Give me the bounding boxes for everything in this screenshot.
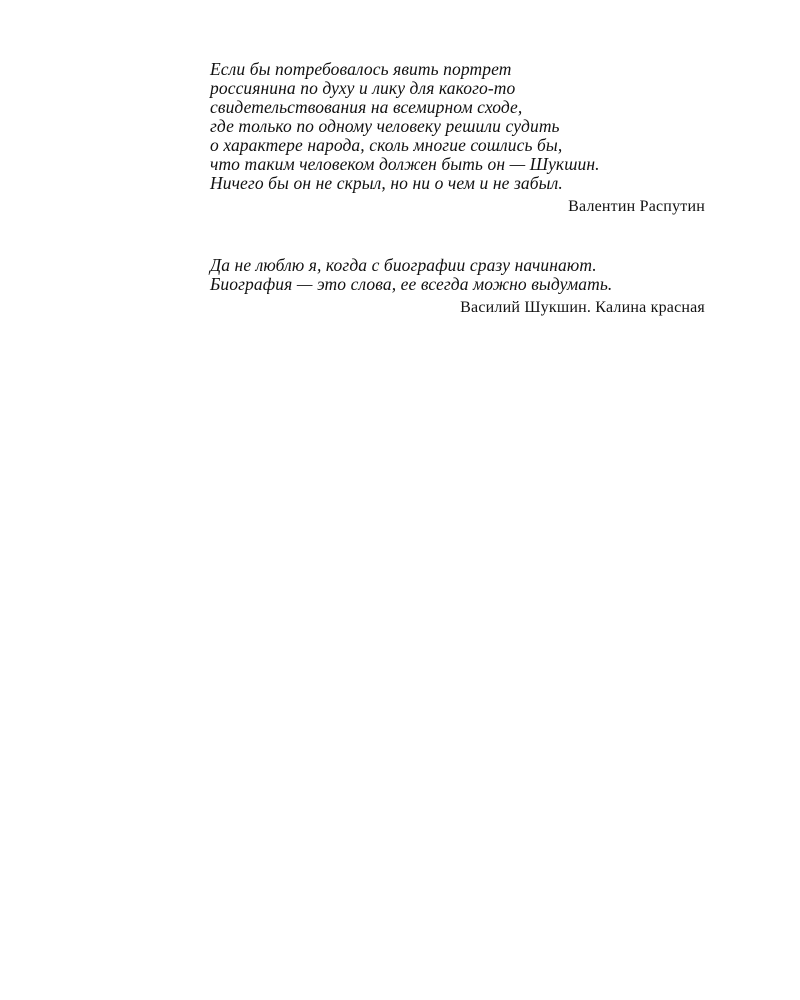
epigraph-line: свидетельствования на всемирном сходе, bbox=[210, 97, 523, 117]
epigraph-line: Ничего бы он не скрыл, но ни о чем и не забыл. bbox=[210, 173, 563, 193]
epigraph-line: где только по одному человеку решили судить bbox=[210, 116, 560, 136]
epigraph-rasputin bbox=[210, 60, 705, 217]
epigraph-line: россиянина по духу и лику для какого-то bbox=[210, 78, 516, 98]
epigraph-line: Биография — это слова, ее всегда можно выдумать. bbox=[210, 274, 613, 294]
epigraph-line: Да не люблю я, когда с биографии сразу начинают. bbox=[210, 255, 597, 275]
epigraph-author: Василий Шукшин. Калина красная bbox=[460, 299, 705, 316]
epigraph-shukshin bbox=[210, 256, 705, 318]
epigraph-line: Если бы потребовалось явить портрет bbox=[210, 59, 512, 79]
epigraph-line: что таким человеком должен быть он — Шукшин. bbox=[210, 154, 600, 174]
epigraph-line: о характере народа, сколь многие сошлись бы, bbox=[210, 135, 563, 155]
epigraph-author: Валентин Распутин bbox=[568, 198, 705, 215]
